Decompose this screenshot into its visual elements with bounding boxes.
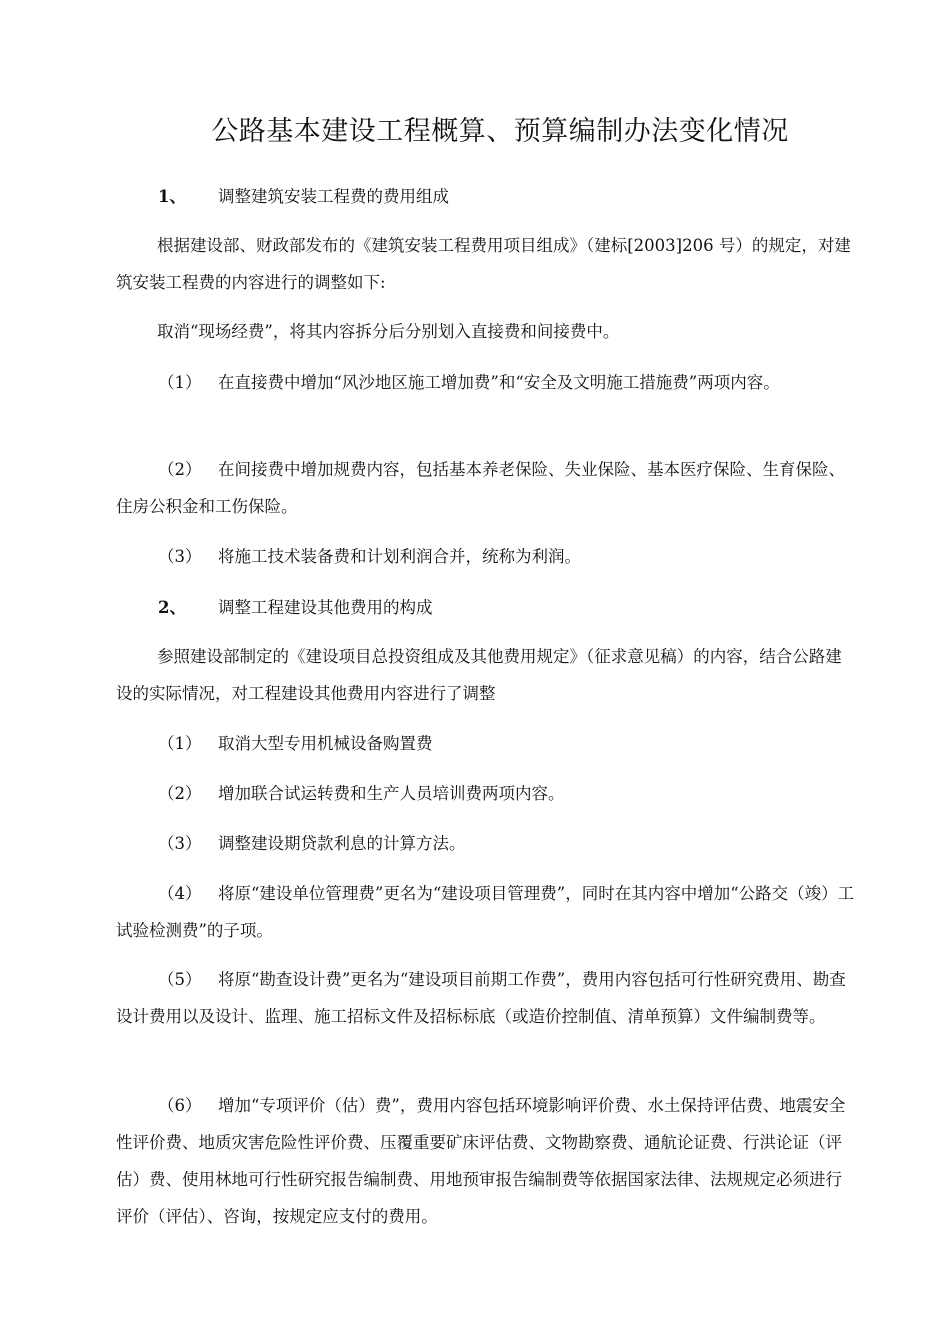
item-number: （2） bbox=[158, 460, 202, 479]
section-2-item-6 bbox=[116, 1087, 856, 1235]
document-title: 公路基本建设工程概算、预算编制办法变化情况 bbox=[211, 116, 789, 147]
item-number: （2） bbox=[158, 784, 202, 803]
item-text: 将原“建设单位管理费”更名为“建设项目管理费”，同时在其内容中增加“公路交（竣）工试验检测费”的子项。 bbox=[116, 884, 855, 940]
section-1-heading-text: 调整建筑安装工程费的费用组成 bbox=[218, 187, 449, 206]
section-2-item-5 bbox=[116, 961, 856, 1035]
section-1-item-2 bbox=[116, 451, 856, 525]
item-text: 在直接费中增加“风沙地区施工增加费”和“安全及文明施工措施费”两项内容。 bbox=[218, 373, 780, 392]
item-number: （1） bbox=[158, 734, 202, 753]
section-1-number: 1、 bbox=[158, 187, 186, 206]
item-text: 调整建设期贷款利息的计算方法。 bbox=[218, 834, 466, 853]
item-number: （5） bbox=[158, 970, 202, 989]
item-text: 取消大型专用机械设备购置费 bbox=[218, 734, 433, 753]
item-text: 将施工技术装备费和计划利润合并，统称为利润。 bbox=[218, 547, 581, 566]
item-number: （3） bbox=[158, 834, 202, 853]
section-2-intro: 参照建设部制定的《建设项目总投资组成及其他费用规定》（征求意见稿）的内容，结合公路建设的实际情况，对工程建设其他费用内容进行了调整 bbox=[116, 647, 842, 703]
section-2-item-2 bbox=[116, 775, 856, 812]
item-number: （1） bbox=[158, 373, 202, 392]
item-number: （3） bbox=[158, 547, 202, 566]
section-1-item-1 bbox=[116, 364, 856, 401]
section-2-heading-text: 调整工程建设其他费用的构成 bbox=[218, 598, 433, 617]
section-1-heading bbox=[158, 178, 449, 215]
section-2-heading bbox=[158, 589, 433, 626]
item-text: 在间接费中增加规费内容，包括基本养老保险、失业保险、基本医疗保险、生育保险、住房公积金和工伤保险。 bbox=[116, 460, 845, 516]
section-1-cancel-note: 取消“现场经费”，将其内容拆分后分别划入直接费和间接费中。 bbox=[157, 322, 620, 341]
section-2-item-1 bbox=[116, 725, 856, 762]
section-2-item-4 bbox=[116, 875, 856, 949]
section-1-intro: 根据建设部、财政部发布的《建筑安装工程费用项目组成》（建标[2003]206 号）的规定，对建筑安装工程费的内容进行的调整如下: bbox=[116, 236, 851, 292]
item-text: 增加“专项评价（估）费”，费用内容包括环境影响评价费、水土保持评估费、地震安全性评价费、地质灾害危险性评价费、压覆重要矿床评估费、文物勘察费、通航论证费、行洪论证（评估）费、使用林地可行性研究报告编制费、用地预审报告编制费等依据国家法律、法规规定必须进行评价（评估）、咨询，按规定应支付的费用。 bbox=[116, 1096, 846, 1226]
section-2-number: 2、 bbox=[158, 598, 186, 617]
item-text: 增加联合试运转费和生产人员培训费两项内容。 bbox=[218, 784, 565, 803]
item-number: （6） bbox=[158, 1096, 202, 1115]
section-2-item-3 bbox=[116, 825, 856, 862]
item-number: （4） bbox=[158, 884, 202, 903]
section-1-item-3 bbox=[116, 538, 856, 575]
item-text: 将原“勘查设计费”更名为“建设项目前期工作费”，费用内容包括可行性研究费用、勘查设计费用以及设计、监理、施工招标文件及招标标底（或造价控制值、清单预算）文件编制费等。 bbox=[116, 970, 846, 1026]
